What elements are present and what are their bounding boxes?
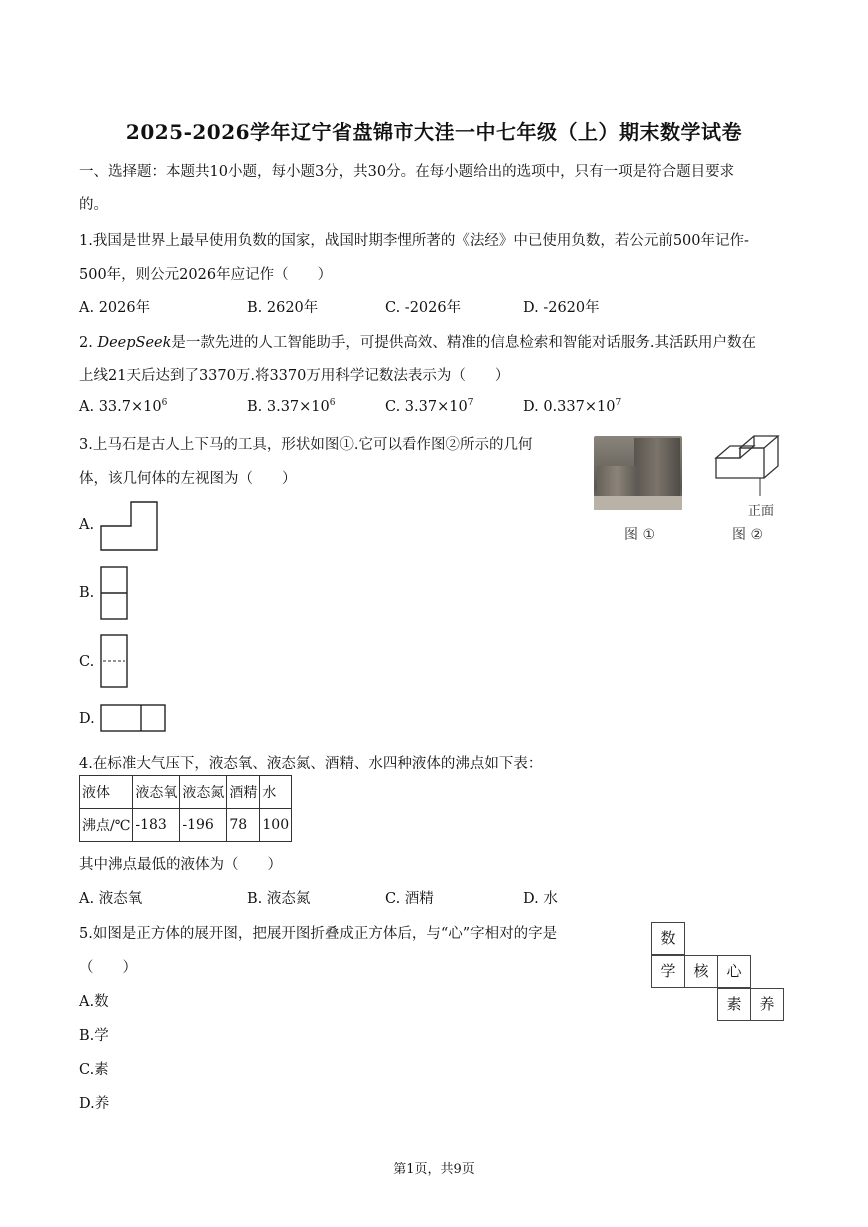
q2-text-rest: 是一款先进的人工智能助手，可提供高效、精准的信息检索和智能对话服务.其活跃用户数在	[171, 335, 757, 351]
q4-option-a: A. 液态氧	[79, 891, 143, 907]
table-cell: -183	[133, 809, 180, 842]
table-row	[80, 776, 292, 809]
q1-option-a: A. 2026年	[79, 300, 151, 316]
page-title: 2025-2026学年辽宁省盘锦市大洼一中七年级（上）期末数学试卷	[125, 120, 743, 144]
q2-option-c	[385, 398, 473, 415]
section-instructions-line1: 一、选择题：本题共10小题，每小题3分，共30分。在每小题给出的选项中，只有一项是符合题目要求	[79, 164, 735, 180]
q3-option-a-figure	[99, 500, 161, 554]
table-cell: 100	[260, 809, 292, 842]
table-cell: -196	[180, 809, 227, 842]
q2-option-a-base: A. 33.7×10	[79, 398, 162, 415]
q3-text-line2: 体，该几何体的左视图为（ ）	[79, 471, 297, 487]
q2-text-line1	[79, 331, 756, 352]
q1-option-b: B. 2620年	[247, 300, 319, 316]
q3-option-a: A.	[79, 517, 95, 533]
q4-option-d: D. 水	[523, 891, 558, 907]
q3-option-b: B.	[79, 585, 95, 601]
mounting-stone-photo	[594, 436, 682, 510]
section-instructions-line2: 的。	[79, 197, 108, 213]
net-cell: 数	[651, 922, 685, 955]
q5-text-line1: 5.如图是正方体的展开图，把展开图折叠成正方体后，与“心”字相对的字是	[79, 926, 558, 942]
q2-option-d	[523, 398, 621, 415]
net-cell: 核	[684, 955, 718, 988]
table-cell: 78	[227, 809, 260, 842]
net-cell: 心	[717, 955, 751, 988]
q4-option-b: B. 液态氮	[247, 891, 311, 907]
net-cell: 养	[750, 988, 784, 1021]
q2-option-c-base: C. 3.37×10	[385, 398, 468, 415]
q2-option-a	[79, 398, 167, 415]
q2-option-d-base: D. 0.337×10	[523, 398, 616, 415]
q2-option-b-base: B. 3.37×10	[247, 398, 330, 415]
q4-option-c: C. 酒精	[385, 891, 434, 907]
table-cell: 水	[260, 776, 292, 809]
q3-option-c: C.	[79, 654, 95, 670]
q5-option-d: D.养	[79, 1096, 110, 1112]
q5-option-c: C.素	[79, 1062, 109, 1078]
table-cell: 沸点/℃	[80, 809, 133, 842]
q1-option-c: C. -2026年	[385, 300, 462, 316]
q2-option-a-exp: 6	[161, 398, 168, 408]
q5-text-line2: （ ）	[79, 960, 137, 976]
q1-text-line2: 500年，则公元2026年应记作（ ）	[79, 267, 333, 283]
q2-option-d-exp: 7	[615, 398, 622, 408]
q4-text-line2: 其中沸点最低的液体为（ ）	[79, 857, 282, 873]
q2-option-b-exp: 6	[329, 398, 336, 408]
q3-option-b-figure	[99, 565, 131, 623]
q5-option-a: A.数	[79, 994, 109, 1010]
figure1-caption: 图 ①	[624, 527, 656, 543]
q3-option-d: D.	[79, 711, 95, 727]
front-view-label: 正面	[748, 504, 775, 519]
net-cell: 学	[651, 955, 685, 988]
q4-text-line1: 4.在标准大气压下，液态氧、液态氮、酒精、水四种液体的沸点如下表：	[79, 756, 543, 772]
figure2-caption: 图 ②	[732, 527, 764, 543]
q1-option-d: D. -2620年	[523, 300, 600, 316]
stepped-solid-diagram	[710, 434, 802, 504]
q3-option-c-figure	[99, 633, 131, 691]
q5-option-b: B.学	[79, 1028, 109, 1044]
q2-number: 2.	[79, 335, 98, 351]
page-footer: 第1页，共9页	[393, 1162, 475, 1177]
table-cell: 液态氧	[133, 776, 180, 809]
boiling-point-table	[79, 775, 292, 842]
table-cell: 液态氮	[180, 776, 227, 809]
q3-text-line1: 3.上马石是古人上下马的工具，形状如图①.它可以看作图②所示的几何	[79, 437, 533, 453]
q3-option-d-figure	[99, 703, 169, 735]
net-cell: 素	[717, 988, 751, 1021]
q2-product-name: DeepSeek	[97, 335, 172, 351]
q2-option-b	[247, 398, 336, 415]
table-row	[80, 809, 292, 842]
q2-text-line2: 上线21天后达到了3370万.将3370万用科学记数法表示为（ ）	[79, 368, 510, 384]
q2-option-c-exp: 7	[467, 398, 474, 408]
table-cell: 液体	[80, 776, 133, 809]
q1-text-line1: 1.我国是世界上最早使用负数的国家，战国时期李悝所著的《法经》中已使用负数，若公元前500年记作-	[79, 233, 749, 249]
table-cell: 酒精	[227, 776, 260, 809]
